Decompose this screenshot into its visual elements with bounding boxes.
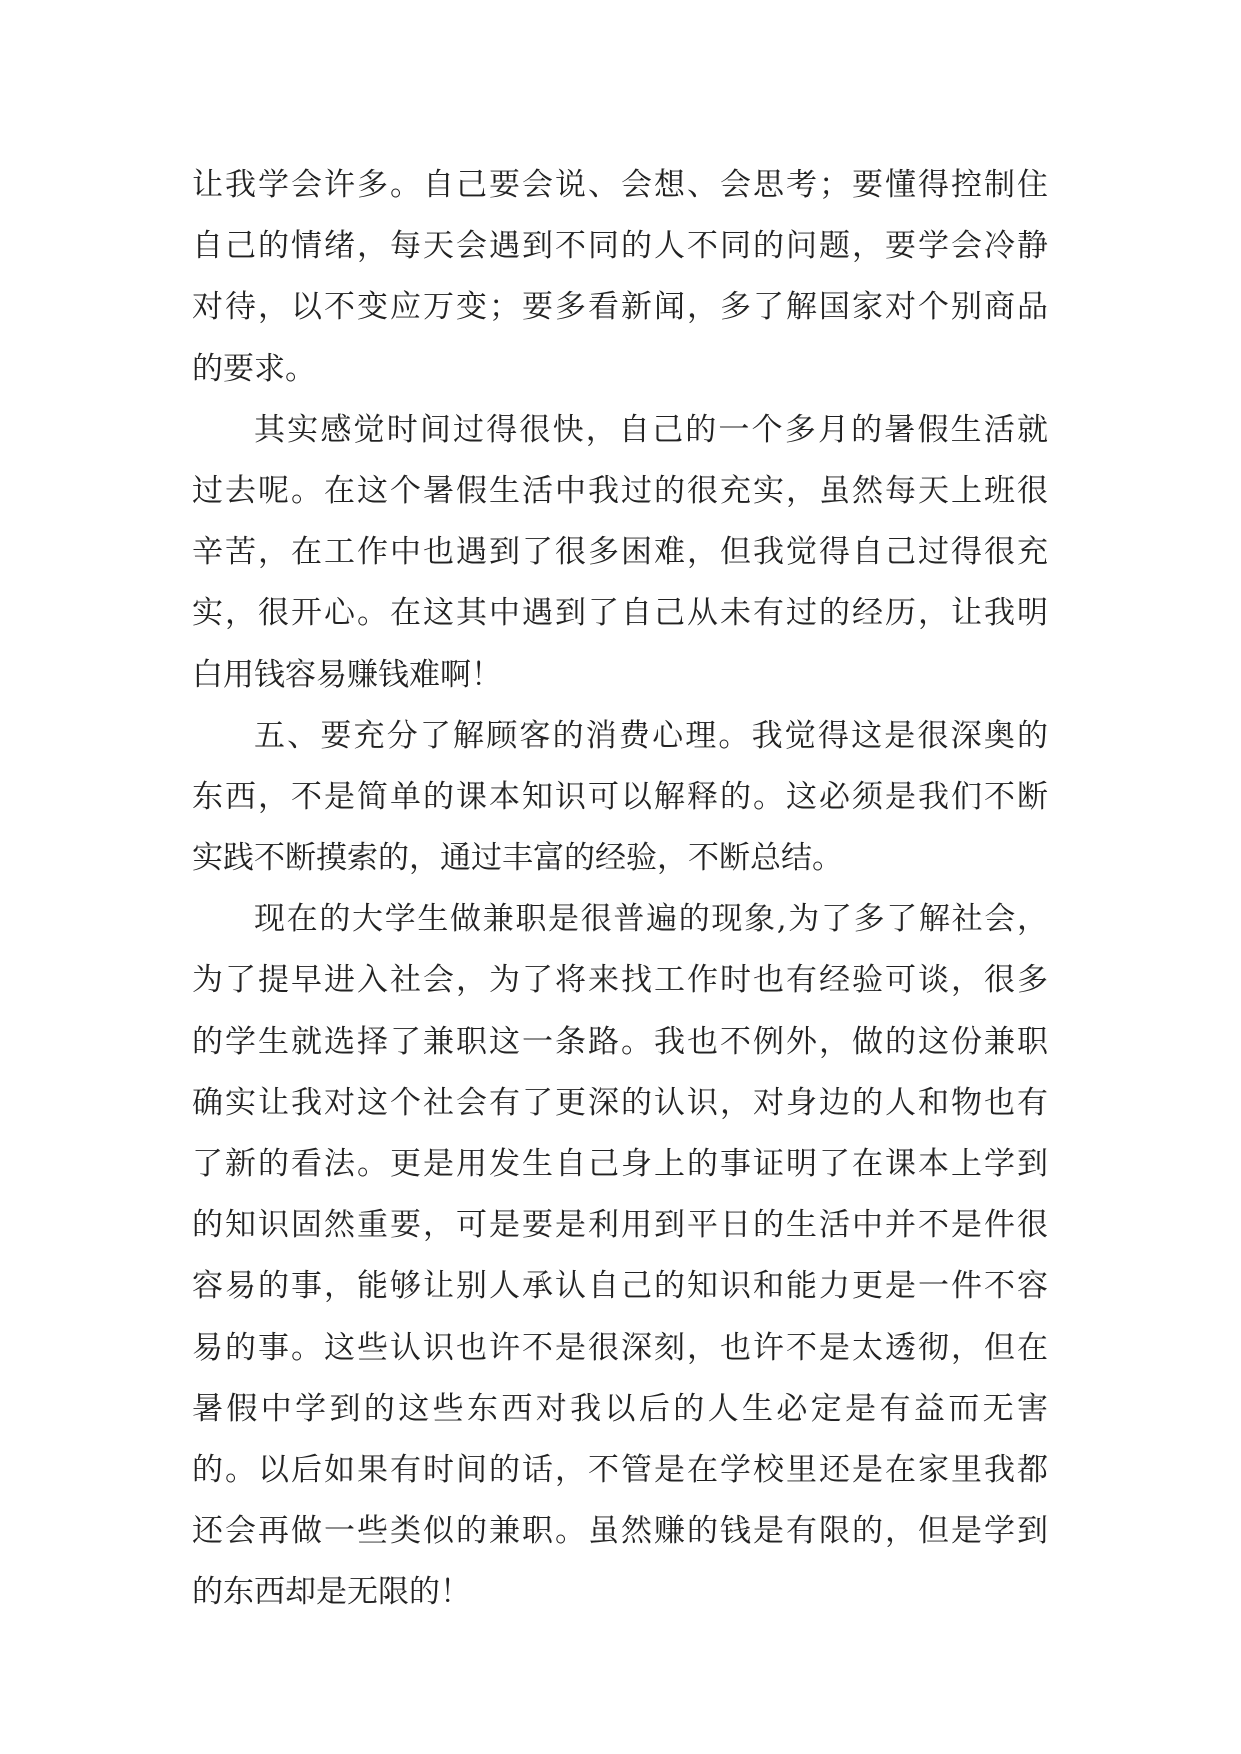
paragraph-2-line-5: 白用钱容易赚钱难啊！ [192, 656, 502, 693]
document-body [192, 155, 1048, 1624]
paragraph-1-line-2: 自己的情绪，每天会遇到不同的人不同的问题，要学会冷静 [192, 228, 1048, 265]
paragraph-2-line-1: 其实感觉时间过得很快，自己的一个多月的暑假生活就 [254, 411, 1048, 448]
paragraph-1-line-3: 对待，以不变应万变；要多看新闻，多了解国家对个别商品 [192, 289, 1048, 326]
paragraph-4-line-10: 的。以后如果有时间的话，不管是在学校里还是在家里我都 [192, 1451, 1048, 1488]
paragraph-1-line-4: 的要求。 [192, 350, 316, 387]
paragraph-3-line-3: 实践不断摸索的，通过丰富的经验，不断总结。 [192, 840, 843, 877]
paragraph-4-line-6: 的知识固然重要，可是要是利用到平日的生活中并不是件很 [192, 1207, 1048, 1244]
paragraph-4-line-9: 暑假中学到的这些东西对我以后的人生必定是有益而无害 [192, 1390, 1048, 1427]
paragraph-4-line-4: 确实让我对这个社会有了更深的认识，对身边的人和物也有 [192, 1084, 1048, 1121]
paragraph-1-line-1: 让我学会许多。自己要会说、会想、会思考；要懂得控制住 [192, 167, 1048, 203]
paragraph-4-line-3: 的学生就选择了兼职这一条路。我也不例外，做的这份兼职 [192, 1023, 1048, 1060]
paragraph-4-line-8: 易的事。这些认识也许不是很深刻，也许不是太透彻，但在 [192, 1329, 1048, 1366]
paragraph-2-line-4: 实，很开心。在这其中遇到了自己从未有过的经历，让我明 [192, 595, 1048, 632]
paragraph-4-line-2: 为了提早进入社会，为了将来找工作时也有经验可谈，很多 [192, 962, 1048, 999]
paragraph-4-line-7: 容易的事，能够让别人承认自己的知识和能力更是一件不容 [192, 1268, 1048, 1305]
paragraph-4-line-1: 现在的大学生做兼职是很普遍的现象,为了多了解社会， [254, 901, 1048, 938]
paragraph-4-line-12: 的东西却是无限的！ [192, 1574, 471, 1611]
paragraph-2-line-3: 辛苦，在工作中也遇到了很多困难，但我觉得自己过得很充 [192, 534, 1048, 571]
paragraph-3-line-1: 五、要充分了解顾客的消费心理。我觉得这是很深奥的 [254, 717, 1048, 754]
paragraph-4-line-5: 了新的看法。更是用发生自己身上的事证明了在课本上学到 [192, 1146, 1048, 1182]
paragraph-3-line-2: 东西，不是简单的课本知识可以解释的。这必须是我们不断 [192, 778, 1048, 815]
paragraph-2-line-2: 过去呢。在这个暑假生活中我过的很充实，虽然每天上班很 [192, 472, 1048, 509]
paragraph-4-line-11: 还会再做一些类似的兼职。虽然赚的钱是有限的，但是学到 [192, 1513, 1048, 1550]
